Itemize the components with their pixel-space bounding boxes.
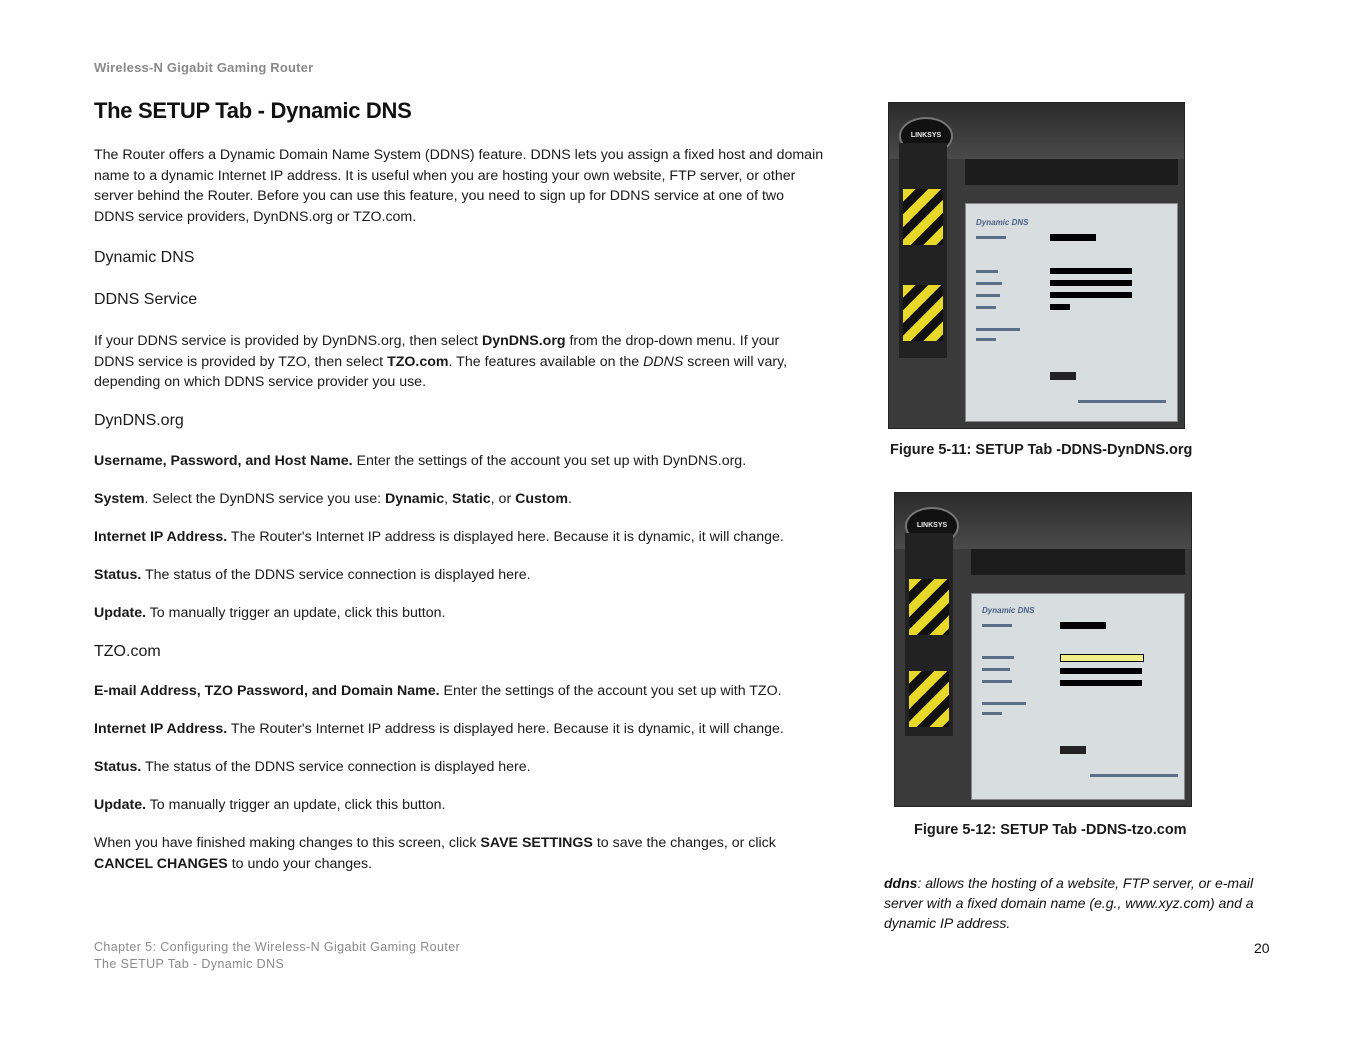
text-run: screen will vary, xyxy=(683,353,788,370)
field-label xyxy=(976,338,996,341)
text-run: . xyxy=(567,491,572,507)
field-label xyxy=(976,306,996,309)
term-dyndns: DynDNS.org xyxy=(481,333,566,349)
linksys-logo: LINKSYS xyxy=(899,117,953,155)
update-button-image xyxy=(1060,746,1086,754)
figure-screenshot-tzo xyxy=(894,492,1192,807)
select-box xyxy=(1060,622,1106,629)
router-ui-navbar xyxy=(971,549,1185,575)
text-run: . The features available on the xyxy=(448,353,644,370)
item-desc: Enter the settings of the account you set up with DynDNS.org. xyxy=(352,453,747,469)
option-dynamic: Dynamic xyxy=(385,491,445,507)
tzo-item xyxy=(94,757,874,778)
input-box xyxy=(1050,268,1132,274)
tzo-item xyxy=(94,795,874,816)
router-ui-navbar xyxy=(965,159,1178,185)
tzo-item xyxy=(94,681,874,702)
section-heading-ddns-service: DDNS Service xyxy=(94,291,198,308)
router-ui-content xyxy=(965,203,1178,422)
field-label xyxy=(976,282,1002,285)
page-title: The SETUP Tab - Dynamic DNS xyxy=(94,98,412,123)
note-desc: : allows the hosting of a website, FTP server, or e-mail server with a fixed domain name (e.g., www.xyz.com) and a dynamic IP address. xyxy=(884,875,1254,931)
input-box xyxy=(1060,680,1142,686)
page-footer xyxy=(94,939,460,973)
footer-section: The SETUP Tab - Dynamic DNS xyxy=(94,957,285,971)
item-desc: . Select the DynDNS service you use: xyxy=(144,491,385,507)
text-run: from the drop-down menu. If your xyxy=(565,333,780,349)
section-heading-dyndns: DynDNS.org xyxy=(94,412,184,429)
hazard-stripe xyxy=(903,189,943,245)
field-label xyxy=(982,668,1010,671)
input-box xyxy=(1060,654,1144,662)
field-label xyxy=(976,236,1006,239)
option-static: Static xyxy=(452,491,491,507)
dyndns-item xyxy=(94,565,874,586)
field-label xyxy=(982,680,1012,683)
item-desc: The status of the DDNS service connection is displayed here. xyxy=(141,567,531,583)
hazard-stripe xyxy=(909,671,949,727)
intro-paragraph xyxy=(94,145,854,227)
field-label xyxy=(976,294,1000,297)
footer-chapter: Chapter 5: Configuring the Wireless-N Gigabit Gaming Router xyxy=(94,940,461,954)
dyndns-item xyxy=(94,489,874,510)
text-run: to undo your changes. xyxy=(227,855,373,872)
section-heading-dynamic-dns: Dynamic DNS xyxy=(94,249,195,266)
glossary-note xyxy=(884,873,1254,933)
figure-screenshot-dyndns xyxy=(888,102,1185,429)
note-term: ddns xyxy=(884,875,918,891)
figure-caption: Figure 5-12: SETUP Tab -DDNS-tzo.com xyxy=(914,822,1187,838)
item-term: Internet IP Address. xyxy=(94,721,228,737)
section-heading-tzo: TZO.com xyxy=(94,643,161,660)
ddns-service-paragraph xyxy=(94,331,854,393)
intro-line: name to a dynamic Internet IP address. It is useful when you are hosting your own website, FTP server, or other xyxy=(94,167,796,184)
tzo-item xyxy=(94,719,874,740)
item-term: Status. xyxy=(94,567,142,583)
intro-line: The Router offers a Dynamic Domain Name System (DDNS) feature. DDNS lets you assign a fixed host and domain xyxy=(94,147,824,163)
input-box xyxy=(1060,668,1142,674)
router-ui-heading: Dynamic DNS xyxy=(982,606,1035,615)
select-box xyxy=(1050,234,1096,241)
option-custom: Custom xyxy=(515,491,568,507)
running-header: Wireless-N Gigabit Gaming Router xyxy=(94,60,314,75)
linksys-logo: LINKSYS xyxy=(905,507,959,545)
field-label xyxy=(982,712,1002,715)
item-desc: To manually trigger an update, click this button. xyxy=(146,605,446,621)
intro-line: DDNS service providers, DynDNS.org or TZO.com. xyxy=(94,208,417,225)
select-box xyxy=(1050,304,1070,310)
text-run: DDNS service is provided by TZO, then select xyxy=(94,353,388,370)
closing-paragraph xyxy=(94,833,854,874)
text-run: If your DDNS service is provided by DynDNS.org, then select xyxy=(94,333,482,349)
item-term: Update. xyxy=(94,605,147,621)
hazard-stripe xyxy=(903,285,943,341)
dyndns-item xyxy=(94,603,874,624)
item-desc: The Router's Internet IP address is displayed here. Because it is dynamic, it will change. xyxy=(227,721,784,737)
update-button-image xyxy=(1050,372,1076,380)
item-term: System xyxy=(94,491,145,507)
item-term: E-mail Address, TZO Password, and Domain Name. xyxy=(94,683,440,699)
field-label xyxy=(982,624,1012,627)
text-run: When you have finished making changes to this screen, click xyxy=(94,835,481,851)
field-label xyxy=(982,656,1014,659)
item-desc: The status of the DDNS service connection is displayed here. xyxy=(141,759,531,775)
term-save-settings: SAVE SETTINGS xyxy=(480,835,593,851)
item-term: Update. xyxy=(94,797,147,813)
input-box xyxy=(1050,280,1132,286)
router-ui-heading: Dynamic DNS xyxy=(976,218,1029,227)
field-label xyxy=(976,270,998,273)
item-desc: To manually trigger an update, click this button. xyxy=(146,797,446,813)
term-tzo: TZO.com xyxy=(387,353,449,370)
footer-links xyxy=(1078,400,1166,403)
item-term: Internet IP Address. xyxy=(94,529,228,545)
text-run: depending on which DDNS service provider you use. xyxy=(94,374,427,390)
text-run: , or xyxy=(490,491,516,507)
router-ui-content xyxy=(971,593,1185,800)
item-term: Username, Password, and Host Name. xyxy=(94,453,353,469)
term-ddns-italic: DDNS xyxy=(643,353,684,370)
figure-caption: Figure 5-11: SETUP Tab -DDNS-DynDNS.org xyxy=(890,442,1193,458)
dyndns-item xyxy=(94,527,874,548)
term-cancel-changes: CANCEL CHANGES xyxy=(94,855,228,872)
text-run: , xyxy=(444,491,453,507)
footer-links xyxy=(1090,774,1178,777)
page-number: 20 xyxy=(1254,940,1270,956)
input-box xyxy=(1050,292,1132,298)
dyndns-item xyxy=(94,451,874,472)
item-term: Status. xyxy=(94,759,142,775)
item-desc: The Router's Internet IP address is displayed here. Because it is dynamic, it will change. xyxy=(227,529,784,545)
field-label xyxy=(976,328,1020,331)
field-label xyxy=(982,702,1026,705)
item-desc: Enter the settings of the account you set up with TZO. xyxy=(439,683,782,699)
text-run: to save the changes, or click xyxy=(592,835,776,851)
intro-line: server behind the Router. Before you can use this feature, you need to sign up for DDNS service at one of two xyxy=(94,188,785,204)
hazard-stripe xyxy=(909,579,949,635)
